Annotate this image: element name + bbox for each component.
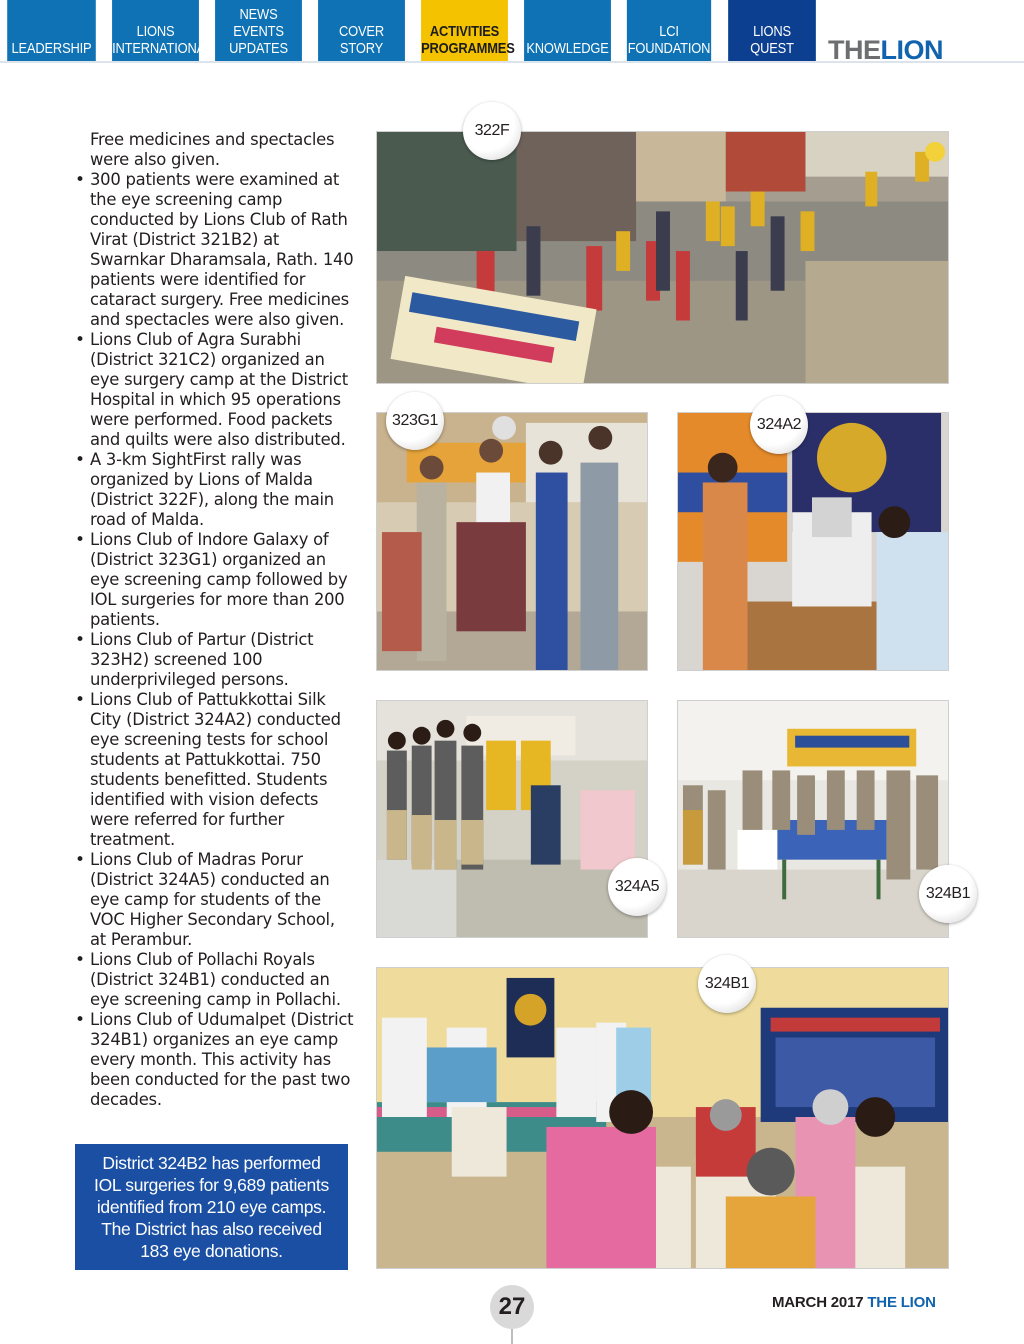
section-navigation	[0, 0, 824, 62]
list-item: • A 3-km SightFirst rally was organized by Lions of Malda (District 322F), along the main road of Malda.	[74, 450, 354, 530]
tab-label: QUEST	[750, 40, 794, 57]
tab-label: KNOWLEDGE	[526, 40, 609, 57]
tab-label: LCI	[659, 23, 679, 40]
tab-label: COVER STORY	[338, 23, 385, 57]
photo-camp-323g1	[376, 412, 648, 671]
photo-screening-324a2	[677, 412, 949, 671]
highlight-box	[75, 1144, 348, 1270]
district-badge-324b1-second: 324B1	[698, 955, 756, 1013]
tab-knowledge[interactable]	[524, 0, 611, 61]
page-number-stem	[511, 1329, 513, 1344]
tab-label: FOUNDATION	[627, 40, 711, 57]
list-item: • Lions Club of Agra Surabhi (District 321C2) organized an eye surgery camp at the District Hospital in which 95 operations were performed. Food packets and quilts were also distributed.	[74, 330, 354, 450]
footer-brand: THE LION	[867, 1294, 936, 1311]
list-item: • Lions Club of Pattukkottai Silk City (District 324A2) conducted eye screening tests for school students at Pattukkottai. 750 students benefitted. Students identified with vision defects were referred for further treatment.	[74, 690, 354, 850]
district-badge-324a2: 324A2	[750, 396, 808, 454]
list-item: • Lions Club of Partur (District 323H2) screened 100 underprivileged persons.	[74, 630, 354, 690]
highlight-line: The District has also received	[101, 1219, 322, 1239]
tab-activities-programmes[interactable]	[421, 0, 515, 61]
list-item: • Lions Club of Indore Galaxy of (District 323G1) organized an eye screening camp followed by IOL surgeries for more than 200 patients.	[74, 530, 354, 630]
tab-label: LIONS	[753, 23, 791, 40]
footer-issue	[772, 1294, 936, 1311]
logo-the: THE	[828, 35, 881, 65]
issue-date: MARCH 2017	[772, 1294, 864, 1311]
highlight-line: identified from 210 eye camps.	[96, 1197, 327, 1217]
district-badge-323g1: 323G1	[386, 392, 444, 450]
photo-rally-322f	[376, 131, 949, 384]
photo-camp-324b1-pollachi	[376, 967, 949, 1269]
tab-label: EVENTS	[233, 23, 284, 40]
lead-paragraph: Free medicines and spectacles were also given.	[90, 130, 335, 169]
tab-label: NEWS	[239, 6, 278, 23]
list-item: • 300 patients were examined at the eye screening camp conducted by Lions Club of Rath Virat (District 321B2) at Swarnkar Dharamsala, Rath. 140 patients were identified for cataract surgery. Free medicines and spectacles were also given.	[74, 170, 354, 330]
highlight-line: IOL surgeries for 9,689 patients	[94, 1175, 329, 1195]
activity-list	[74, 170, 354, 1110]
highlight-line: 183 eye donations.	[140, 1241, 283, 1261]
tab-lci-foundation[interactable]	[627, 0, 711, 61]
district-badge-324b1: 324B1	[919, 865, 977, 923]
tab-lions-international[interactable]	[112, 0, 213, 61]
tab-label: LIONS	[136, 23, 175, 40]
logo-lion: LION	[880, 35, 943, 65]
list-item: • Lions Club of Pollachi Royals (District 324B1) conducted an eye screening camp in Pollachi.	[74, 950, 354, 1010]
tab-leadership[interactable]	[7, 0, 96, 61]
district-badge-322f: 322F	[463, 102, 521, 160]
magazine-logo	[828, 35, 943, 65]
list-item: • Lions Club of Udumalpet (District 324B1) organizes an eye camp every month. This activity has been conducted for the past two decades.	[74, 1010, 354, 1110]
tab-label: PROGRAMMES	[421, 40, 515, 57]
article-column	[74, 130, 354, 1110]
tab-label: INTERNATIONAL	[112, 40, 213, 57]
photo-students-324a5	[376, 700, 648, 938]
tab-news-events-updates[interactable]	[215, 0, 302, 61]
tab-label: UPDATES	[229, 40, 288, 57]
page-number: 27	[490, 1285, 534, 1329]
highlight-line: District 324B2 has performed	[102, 1153, 321, 1173]
tab-label: LEADERSHIP	[11, 40, 92, 57]
tab-cover-story[interactable]	[318, 0, 405, 61]
list-item: • Lions Club of Madras Porur (District 324A5) conducted an eye camp for students of the VOC Higher Secondary School, at Perambur.	[74, 850, 354, 950]
district-badge-324a5: 324A5	[608, 858, 666, 916]
tab-label: ACTIVITIES	[429, 23, 500, 40]
photo-group-324b1	[677, 700, 949, 938]
tab-lions-quest[interactable]	[728, 0, 816, 61]
